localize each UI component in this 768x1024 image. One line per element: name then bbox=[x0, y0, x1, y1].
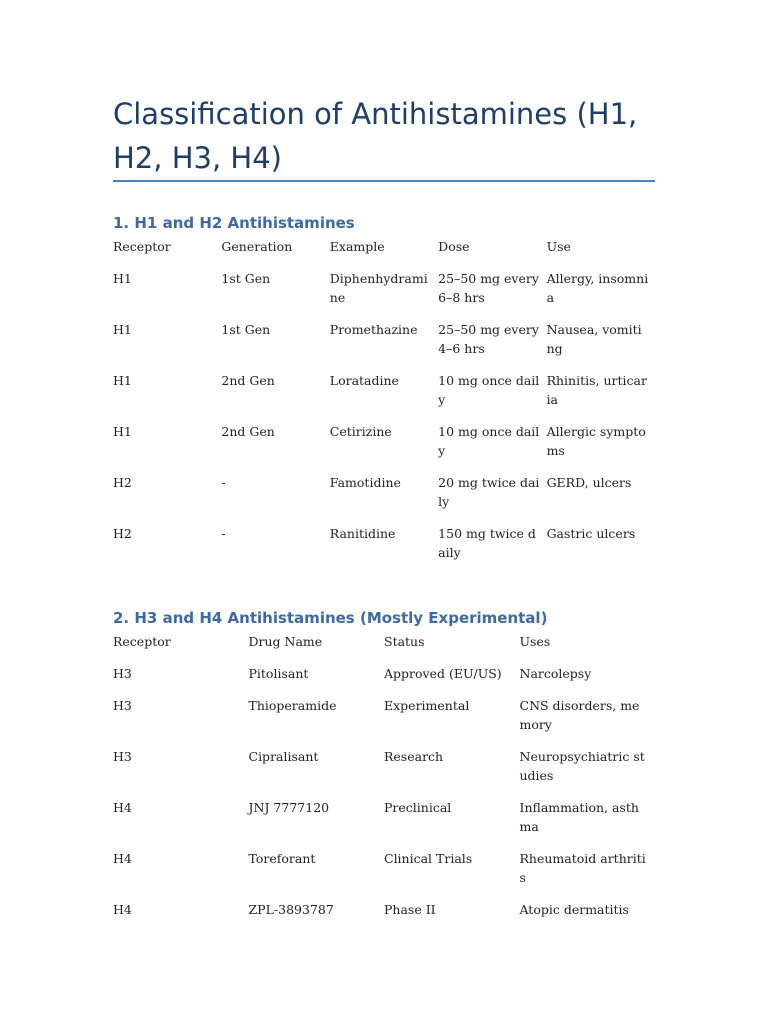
table-row bbox=[113, 269, 655, 320]
table-cell: H4 bbox=[113, 902, 132, 917]
table-row bbox=[113, 696, 655, 747]
table-cell: 25–50 mg every 6–8 hrs bbox=[438, 271, 539, 305]
title-underline bbox=[113, 180, 655, 182]
table-cell: 10 mg once daily bbox=[438, 424, 540, 458]
column-header: Dose bbox=[438, 239, 470, 254]
table-cell: Loratadine bbox=[329, 373, 399, 388]
column-header: Uses bbox=[519, 634, 551, 649]
table-cell: GERD, ulcers bbox=[546, 475, 632, 490]
table-cell: Nausea, vomiting bbox=[546, 322, 642, 356]
table-cell: - bbox=[221, 526, 226, 541]
table-cell: JNJ 7777120 bbox=[248, 800, 330, 815]
table-cell: Phase II bbox=[384, 902, 436, 917]
table-cell: Rheumatoid arthritis bbox=[519, 851, 646, 885]
table-row bbox=[113, 900, 655, 932]
table-cell: Promethazine bbox=[329, 322, 418, 337]
table-cell: H4 bbox=[113, 851, 132, 866]
h3-h4-antihistamines-table bbox=[113, 632, 655, 932]
table-row bbox=[113, 320, 655, 371]
table-cell: 10 mg once daily bbox=[438, 373, 540, 407]
column-header: Example bbox=[329, 239, 385, 254]
table-cell: H2 bbox=[113, 526, 132, 541]
table-cell: 25–50 mg every 4–6 hrs bbox=[438, 322, 539, 356]
table-cell: Diphenhydramine bbox=[329, 271, 428, 305]
table-cell: Allergic symptoms bbox=[546, 424, 646, 458]
table-cell: H1 bbox=[113, 271, 132, 286]
table-row bbox=[113, 798, 655, 849]
table-cell: Clinical Trials bbox=[384, 851, 473, 866]
table-cell: Thioperamide bbox=[248, 698, 337, 713]
column-header: Generation bbox=[221, 239, 293, 254]
column-header: Receptor bbox=[113, 634, 171, 649]
table-cell: H1 bbox=[113, 373, 132, 388]
table-cell: 1st Gen bbox=[221, 271, 271, 286]
section-heading-h3-h4: 2. H3 and H4 Antihistamines (Mostly Experimental) bbox=[113, 609, 548, 627]
table-row bbox=[113, 422, 655, 473]
table-cell: Approved (EU/US) bbox=[384, 666, 502, 681]
table-cell: Allergy, insomnia bbox=[546, 271, 649, 305]
column-header: Drug Name bbox=[248, 634, 323, 649]
table-cell: 2nd Gen bbox=[221, 373, 275, 388]
table-cell: Rhinitis, urticaria bbox=[546, 373, 647, 407]
column-header: Status bbox=[384, 634, 425, 649]
h1-h2-antihistamines-table bbox=[113, 237, 655, 564]
table-cell: Preclinical bbox=[384, 800, 452, 815]
table-cell: Ranitidine bbox=[329, 526, 396, 541]
table-cell: Famotidine bbox=[329, 475, 401, 490]
section-heading-h1-h2: 1. H1 and H2 Antihistamines bbox=[113, 214, 355, 232]
table-cell: 20 mg twice daily bbox=[438, 475, 540, 509]
table-row bbox=[113, 524, 655, 564]
table-cell: 1st Gen bbox=[221, 322, 271, 337]
table-row bbox=[113, 664, 655, 696]
table-cell: Experimental bbox=[384, 698, 470, 713]
table-cell: Narcolepsy bbox=[519, 666, 592, 681]
table-cell: Neuropsychiatric studies bbox=[519, 749, 645, 783]
table-cell: H3 bbox=[113, 666, 132, 681]
table-cell: 150 mg twice daily bbox=[438, 526, 536, 560]
table-cell: Cipralisant bbox=[248, 749, 319, 764]
table-cell: Gastric ulcers bbox=[546, 526, 636, 541]
table-row bbox=[113, 747, 655, 798]
table-cell: 2nd Gen bbox=[221, 424, 275, 439]
table-row bbox=[113, 371, 655, 422]
table-row bbox=[113, 849, 655, 900]
column-header: Receptor bbox=[113, 239, 171, 254]
table-cell: - bbox=[221, 475, 226, 490]
table-cell: Research bbox=[384, 749, 444, 764]
table-cell: Toreforant bbox=[248, 851, 316, 866]
table-header-row bbox=[113, 632, 655, 664]
table-cell: H1 bbox=[113, 322, 132, 337]
table-cell: CNS disorders, memory bbox=[519, 698, 640, 732]
table-cell: H1 bbox=[113, 424, 132, 439]
table-cell: Pitolisant bbox=[248, 666, 309, 681]
column-header: Use bbox=[546, 239, 571, 254]
table-row bbox=[113, 473, 655, 524]
page-title: Classification of Antihistamines (H1, H2, H3, H4) bbox=[113, 97, 638, 175]
table-cell: H2 bbox=[113, 475, 132, 490]
table-cell: Atopic dermatitis bbox=[519, 902, 629, 917]
table-cell: Inflammation, asthma bbox=[519, 800, 639, 834]
table-cell: H4 bbox=[113, 800, 132, 815]
table-cell: Cetirizine bbox=[329, 424, 392, 439]
table-header-row bbox=[113, 237, 655, 269]
table-cell: H3 bbox=[113, 749, 132, 764]
table-cell: H3 bbox=[113, 698, 132, 713]
table-cell: ZPL-3893787 bbox=[248, 902, 334, 917]
